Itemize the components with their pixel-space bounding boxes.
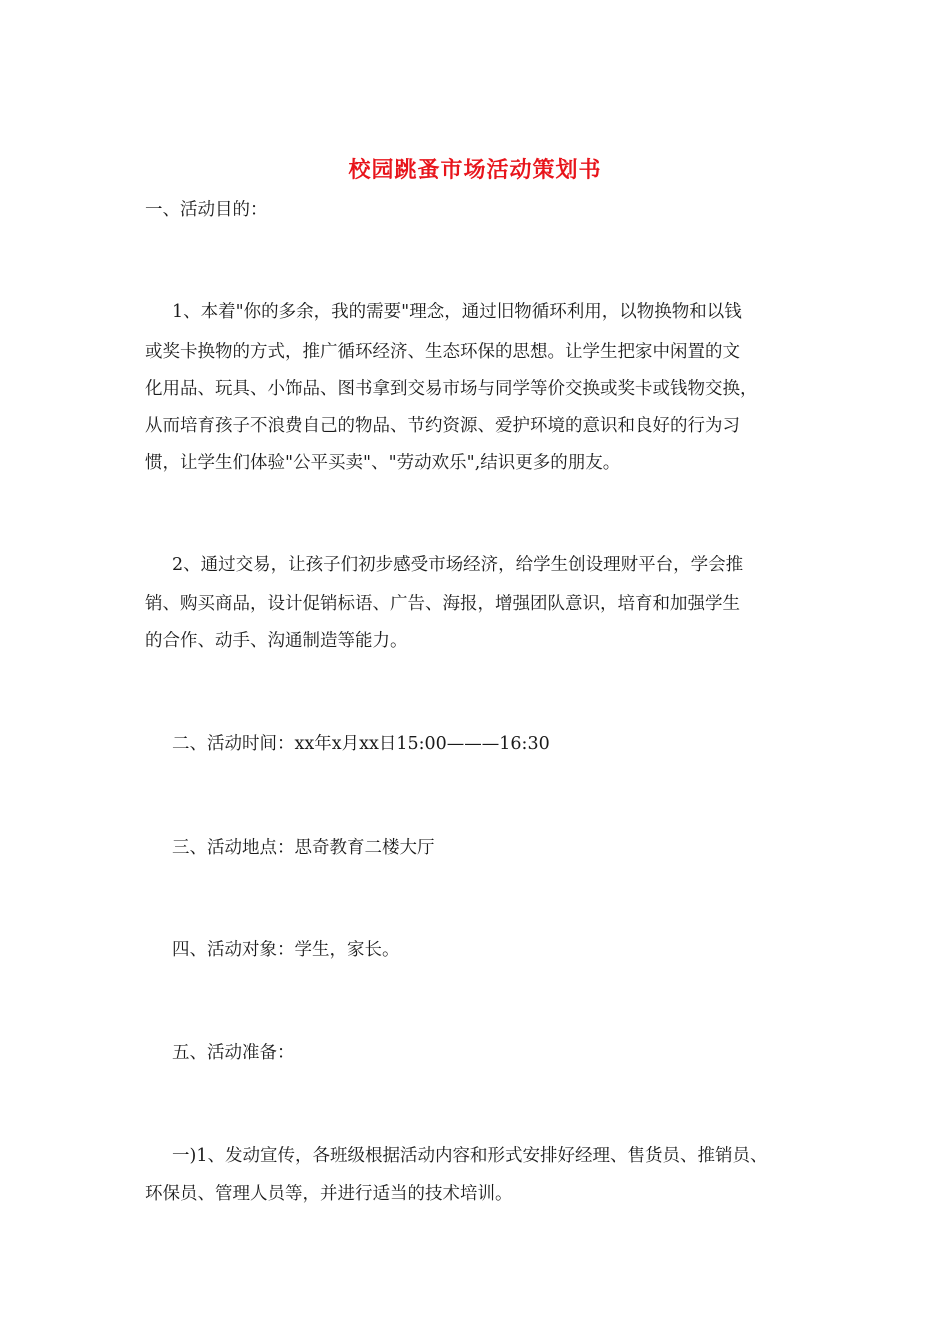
section-3-location: 三、活动地点：思奇教育二楼大厅 bbox=[172, 838, 435, 858]
para3-line-2: 环保员、管理人员等，并进行适当的技术培训。 bbox=[145, 1184, 513, 1204]
para2-line-3: 的合作、动手、沟通制造等能力。 bbox=[145, 631, 408, 651]
section-1-heading: 一、活动目的： bbox=[145, 200, 268, 220]
para2-line-2: 销、购买商品，设计促销标语、广告、海报，增强团队意识，培育和加强学生 bbox=[145, 594, 740, 614]
para1-line-1: 1、本着"你的多余，我的需要"理念，通过旧物循环利用，以物换物和以钱 bbox=[172, 302, 742, 322]
para1-line-2: 或奖卡换物的方式，推广循环经济、生态环保的思想。让学生把家中闲置的文 bbox=[145, 342, 740, 362]
para1-line-5: 惯，让学生们体验"公平买卖"、"劳动欢乐",结识更多的朋友。 bbox=[145, 453, 621, 473]
document-title: 校园跳蚤市场活动策划书 bbox=[348, 157, 602, 183]
para1-line-4: 从而培育孩子不浪费自己的物品、节约资源、爱护环境的意识和良好的行为习 bbox=[145, 416, 740, 436]
section-2-time: 二、活动时间：xx年x月xx日15:00———16:30 bbox=[172, 734, 550, 754]
section-5-preparation: 五、活动准备： bbox=[172, 1043, 295, 1063]
para1-line-3: 化用品、玩具、小饰品、图书拿到交易市场与同学等价交换或奖卡或钱物交换， bbox=[145, 379, 758, 399]
section-4-audience: 四、活动对象：学生，家长。 bbox=[172, 940, 400, 960]
para2-line-1: 2、通过交易，让孩子们初步感受市场经济，给学生创设理财平台，学会推 bbox=[172, 555, 744, 575]
para3-line-1: 一)1、发动宣传，各班级根据活动内容和形式安排好经理、售货员、推销员、 bbox=[172, 1146, 768, 1166]
